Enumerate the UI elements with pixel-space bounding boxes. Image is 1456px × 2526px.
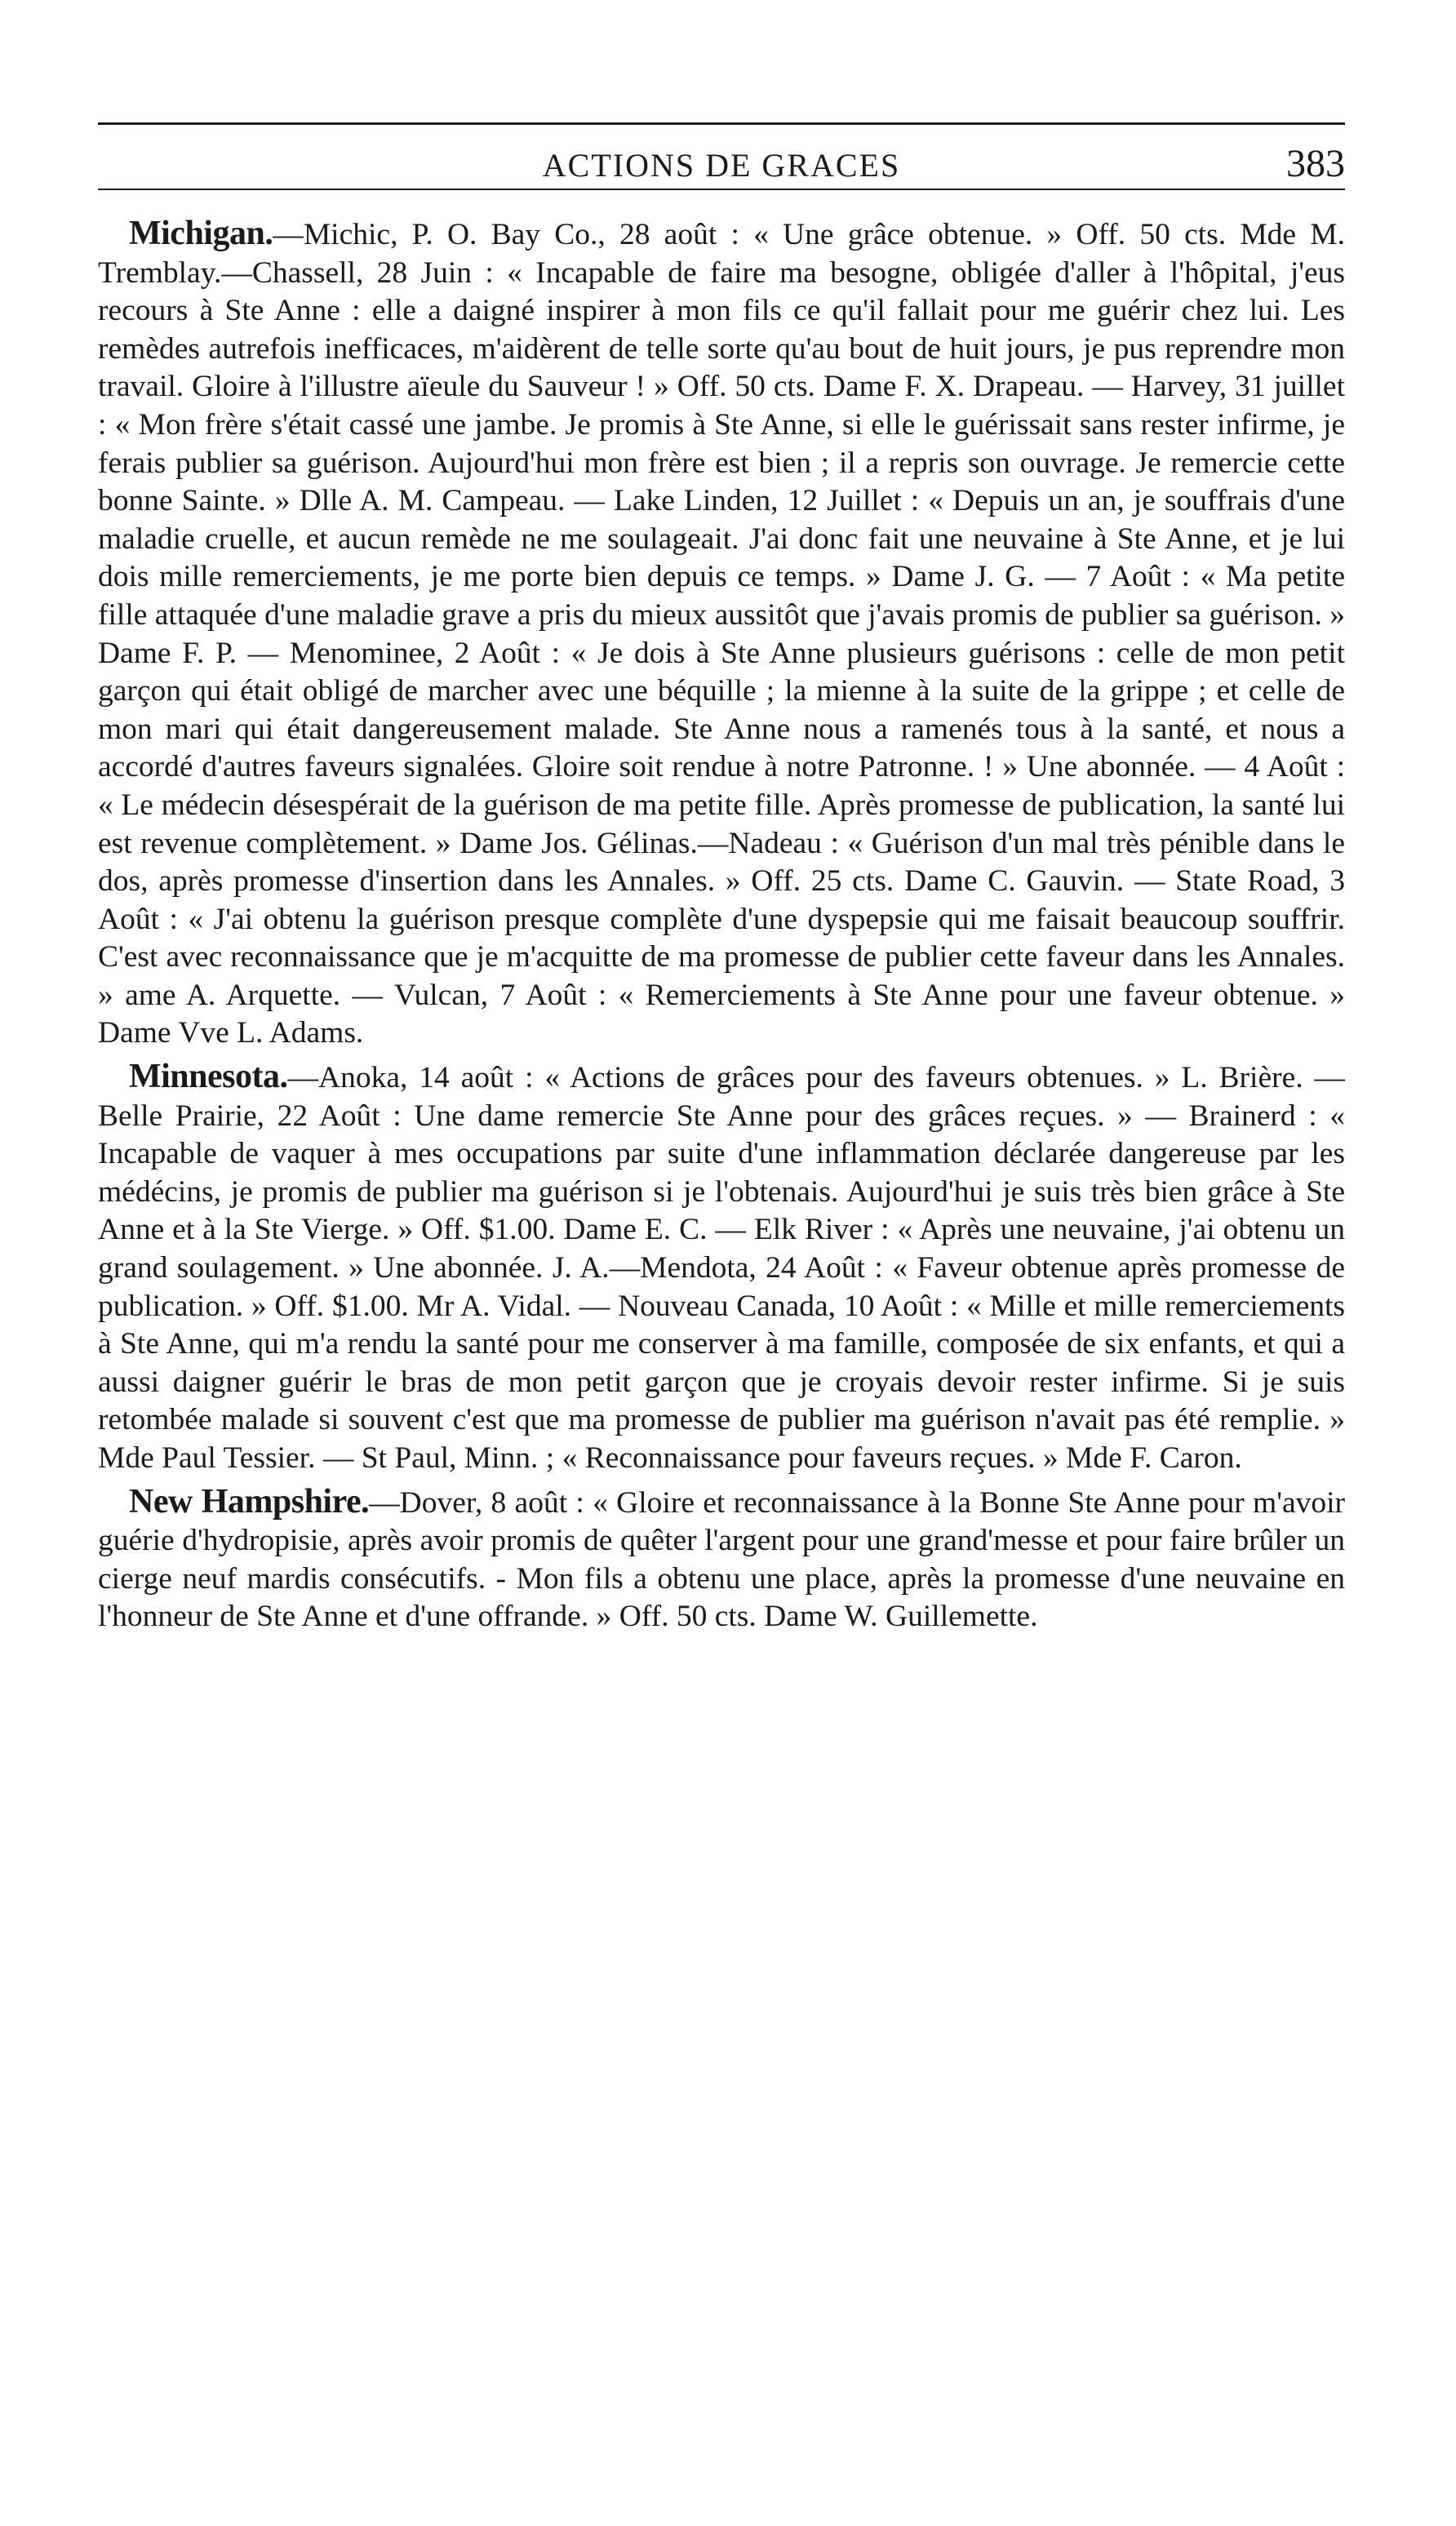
entry-michigan [98,215,1345,1053]
header-rule-top [98,122,1345,125]
page [98,122,1345,1641]
body-text [98,215,1345,1636]
header-rule-bottom [98,189,1345,190]
entry-text: —Anoka, 14 août : « Actions de grâces pour des faveurs obtenues. » L. Brière. — Belle Prairie, 22 Août : Une dame remercie Ste Anne pour des grâces reçues. » — Brainerd : « Incapable de vaquer à mes occupations par suite d'une inflammation déclarée dangereuse par les médécins, je promis de publier ma guérison si je l'obtenais. Aujourd'hui je suis très bien grâce à Ste Anne et à la Ste Vierge. » Off. $1.00. Dame E. C. — Elk River : « Après une neuvaine, j'ai obtenu un grand soulagement. » Une abonnée. J. A.—Mendota, 24 Août : « Faveur obtenue après promesse de publication. » Off. $1.00. Mr A. Vidal. — Nouveau Canada, 10 Août : « Mille et mille remerciements à Ste Anne, qui m'a rendu la santé pour me conserver à ma famille, composée de six enfants, et qui a aussi daigner guérir le bras de mon petit garçon que je croyais devoir rester infirme. Si je suis retombée malade si souvent c'est que ma promesse de publier ma guérison n'avait pas été remplie. » Mde Paul Tessier. — St Paul, Minn. ; « Reconnaissance pour faveurs reçues. » Mde F. Caron. [98,1061,1345,1475]
entry-text: —Michic, P. O. Bay Co., 28 août : « Une grâce obtenue. » Off. 50 cts. Mde M. Tremblay.—Chassell, 28 Juin : « Incapable de faire ma besogne, obligée d'aller à l'hôpital, j'eus recours à Ste Anne : elle a daigné inspirer à mon fils ce qu'il fallait pour me guérir chez lui. Les remèdes autrefois inefficaces, m'aidèrent de telle sorte qu'au bout de huit jours, je pus reprendre mon travail. Gloire à l'illustre aïeule du Sauveur ! » Off. 50 cts. Dame F. X. Drapeau. — Harvey, 31 juillet : « Mon frère s'était cassé une jambe. Je promis à Ste Anne, si elle le guérissait sans rester infirme, je ferais publier sa guérison. Aujourd'hui mon frère est bien ; il a repris son ouvrage. Je remercie cette bonne Sainte. » Dlle A. M. Campeau. — Lake Linden, 12 Juillet : « Depuis un an, je souffrais d'une maladie cruelle, et aucun remède ne me soulageait. J'ai donc fait une neuvaine à Ste Anne, et je lui dois mille remerciements, je me porte bien depuis ce temps. » Dame J. G. — 7 Août : « Ma petite fille attaquée d'une maladie grave a pris du mieux aussitôt que j'avais promis de publier sa guérison. » Dame F. P. — Menominee, 2 Août : « Je dois à Ste Anne plusieurs guérisons : celle de mon petit garçon qui était obligé de marcher avec une béquille ; la mienne à la suite de la grippe ; et celle de mon mari qui était dangereusement malade. Ste Anne nous a ramenés tous à la santé, et nous a accordé d'autres faveurs signalées. Gloire soit rendue à notre Patronne. ! » Une abonnée. — 4 Août : « Le médecin désespérait de la guérison de ma petite fille. Après promesse de publication, la santé lui est revenue complètement. » Dame Jos. Gélinas.—Nadeau : « Guérison d'un mal très pénible dans le dos, après promesse d'insertion dans les Annales. » Off. 25 cts. Dame C. Gauvin. — State Road, 3 Août : « J'ai obtenu la guérison presque complète d'une dyspepsie qui me faisait beaucoup souffrir. C'est avec reconnaissance que je m'acquitte de ma promesse de publier cette faveur dans les Annales. » ame A. Arquette. — Vulcan, 7 Août : « Remerciements à Ste Anne pour une faveur obtenue. » Dame Vve L. Adams. [98,218,1345,1050]
state-name: New Hampshire. [129,1482,370,1520]
page-header [98,131,1345,189]
state-name: Minnesota. [129,1058,288,1096]
entry-new-hampshire [98,1483,1345,1636]
running-title: ACTIONS DE GRACES [542,147,901,184]
entry-text: —Dover, 8 août : « Gloire et reconnaissance à la Bonne Ste Anne pour m'avoir guérie d'hydropisie, après avoir promis de quêter l'argent pour une grand'messe et pour faire brûler un cierge neuf mardis consécutifs. - Mon fils a obtenu une place, après la promesse d'une neuvaine en l'honneur de Ste Anne et d'une offrande. » Off. 50 cts. Dame W. Guillemette. [98,1485,1346,1634]
entry-minnesota [98,1058,1345,1478]
page-number: 383 [1286,142,1345,185]
state-name: Michigan. [129,215,273,252]
